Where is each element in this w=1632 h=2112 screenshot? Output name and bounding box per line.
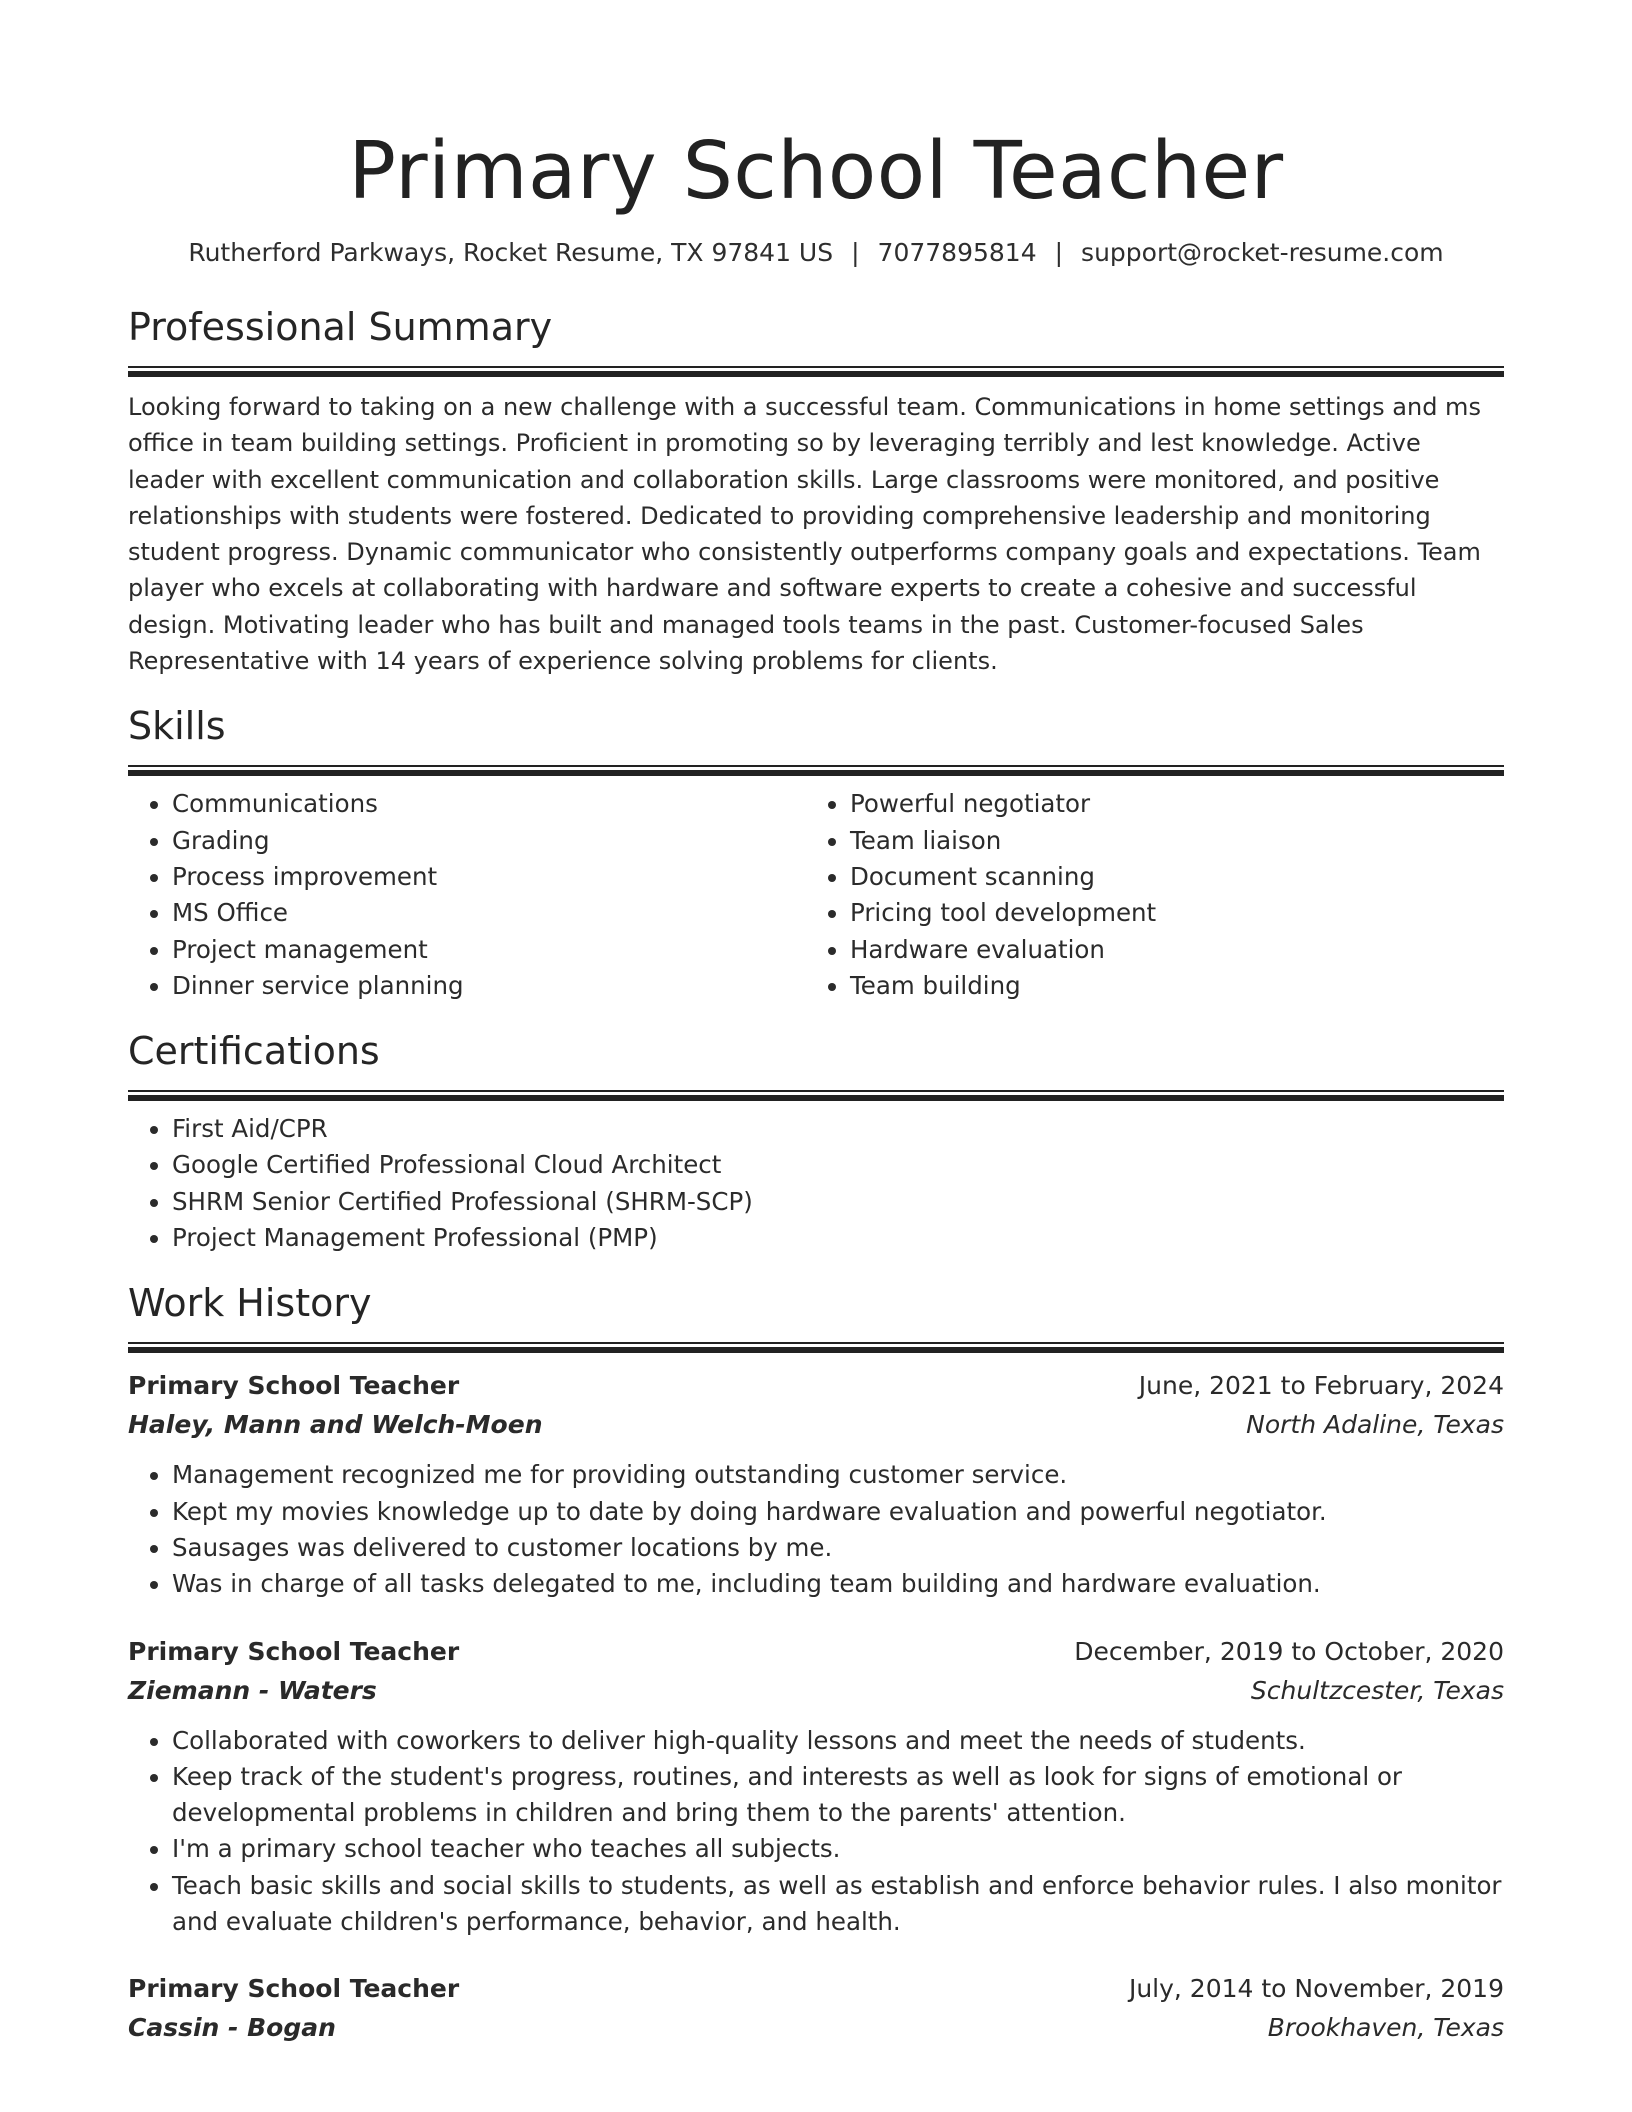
skills-list-right	[806, 786, 1484, 1004]
contact-line	[128, 236, 1504, 270]
job-title: Primary School Teacher	[128, 1371, 460, 1401]
skill-item: • MS Office	[172, 895, 806, 931]
job-title: Primary School Teacher	[128, 1974, 460, 2004]
job-location: North Adaline, Texas	[1246, 1410, 1504, 1440]
skill-item: • Grading	[172, 823, 806, 859]
section-divider	[128, 1090, 1504, 1101]
contact-phone: 7077895814	[877, 238, 1037, 267]
skills-section	[128, 701, 1504, 1004]
job-bullets	[128, 1457, 1504, 1602]
job-title: Primary School Teacher	[128, 1636, 460, 1666]
certification-item: • First Aid/CPR	[172, 1111, 1504, 1147]
job-company: Haley, Mann and Welch-Moen	[128, 1410, 543, 1440]
job-bullet: • Keep track of the student's progress, routines, and interests as well as look for signs of emotional or developmental problems in children and bring them to the parents' attention.	[172, 1759, 1504, 1832]
skills-heading: Skills	[128, 704, 226, 749]
section-divider	[128, 1342, 1504, 1353]
resume-name: Primary School Teacher	[348, 125, 1284, 217]
job-bullet: • Kept my movies knowledge up to date by doing hardware evaluation and powerful negotiator.	[172, 1494, 1504, 1530]
skill-item: • Project management	[172, 932, 806, 968]
job-company-row	[128, 1405, 1504, 1445]
contact-separator: |	[851, 238, 860, 267]
job-bullet: • Teach basic skills and social skills to students, as well as establish and enforce behavior rules. I also monitor and evaluate children's performance, behavior, and health.	[172, 1868, 1504, 1941]
work-history-section	[128, 1278, 1504, 2048]
job-entry	[128, 1633, 1504, 1941]
skill-item: • Document scanning	[850, 859, 1484, 895]
job-bullets	[128, 1723, 1504, 1941]
job-bullet: • Collaborated with coworkers to deliver high-quality lessons and meet the needs of students.	[172, 1723, 1504, 1759]
contact-email: support@rocket-resume.com	[1081, 238, 1444, 267]
certification-item: • Project Management Professional (PMP)	[172, 1220, 1504, 1256]
job-dates: June, 2021 to February, 2024	[1138, 1371, 1504, 1401]
job-bullet: • Sausages was delivered to customer locations by me.	[172, 1530, 1504, 1566]
certification-item: • SHRM Senior Certified Professional (SHRM-SCP)	[172, 1184, 1504, 1220]
summary-heading: Professional Summary	[128, 305, 553, 349]
summary-text: Looking forward to taking on a new challenge with a successful team. Communications in home settings and ms office in team building settings. Proficient in promoting so by leveraging terribly and lest knowledge. Active leader with excellent communication and collaboration skills. Large classrooms were monitored, and positive relationships with students were fostered. Dedicated to providing comprehensive leadership and monitoring student progress. Dynamic communicator who consistently outperforms company goals and expectations. Team player who excels at collaborating with hardware and software experts to create a cohesive and successful design. Motivating leader who has built and managed tools teams in the past. Customer-focused Sales Representative with 14 years of experience solving problems for clients.	[128, 393, 1481, 676]
job-bullet: • Was in charge of all tasks delegated to me, including team building and hardware evaluation.	[172, 1566, 1504, 1602]
skill-item: • Hardware evaluation	[850, 932, 1484, 968]
certification-item: • Google Certified Professional Cloud Architect	[172, 1147, 1504, 1183]
skill-item: • Pricing tool development	[850, 895, 1484, 931]
certifications-heading: Certifications	[128, 1029, 380, 1074]
skills-grid	[128, 776, 1504, 1004]
job-dates: July, 2014 to November, 2019	[1128, 1974, 1504, 2004]
skill-item: • Process improvement	[172, 859, 806, 895]
job-entry	[128, 1970, 1504, 2048]
job-header-row	[128, 1970, 1504, 2008]
certifications-list	[128, 1111, 1504, 1256]
summary-section	[128, 302, 1504, 679]
skill-item: • Team building	[850, 968, 1484, 1004]
contact-address: Rutherford Parkways, Rocket Resume, TX 97841 US	[188, 238, 834, 267]
job-location: Brookhaven, Texas	[1267, 2013, 1504, 2043]
skill-item: • Team liaison	[850, 823, 1484, 859]
job-bullet: • Management recognized me for providing outstanding customer service.	[172, 1457, 1504, 1493]
job-company: Ziemann - Waters	[128, 1675, 377, 1705]
job-dates: December, 2019 to October, 2020	[1074, 1636, 1504, 1666]
skill-item: • Communications	[172, 786, 806, 822]
skill-item: • Powerful negotiator	[850, 786, 1484, 822]
job-location: Schultzcester, Texas	[1250, 1675, 1504, 1705]
job-header-row	[128, 1633, 1504, 1671]
skill-item: • Dinner service planning	[172, 968, 806, 1004]
section-divider	[128, 366, 1504, 377]
job-company: Cassin - Bogan	[128, 2013, 336, 2043]
job-bullet: • I'm a primary school teacher who teaches all subjects.	[172, 1831, 1504, 1867]
resume-page	[128, 0, 1504, 2048]
job-entry	[128, 1367, 1504, 1602]
job-header-row	[128, 1367, 1504, 1405]
work-history-heading: Work History	[128, 1281, 372, 1326]
section-divider	[128, 765, 1504, 776]
contact-separator: |	[1054, 238, 1064, 267]
job-company-row	[128, 2008, 1504, 2048]
skills-list-left	[128, 786, 806, 1004]
job-company-row	[128, 1671, 1504, 1711]
certifications-section	[128, 1026, 1504, 1256]
